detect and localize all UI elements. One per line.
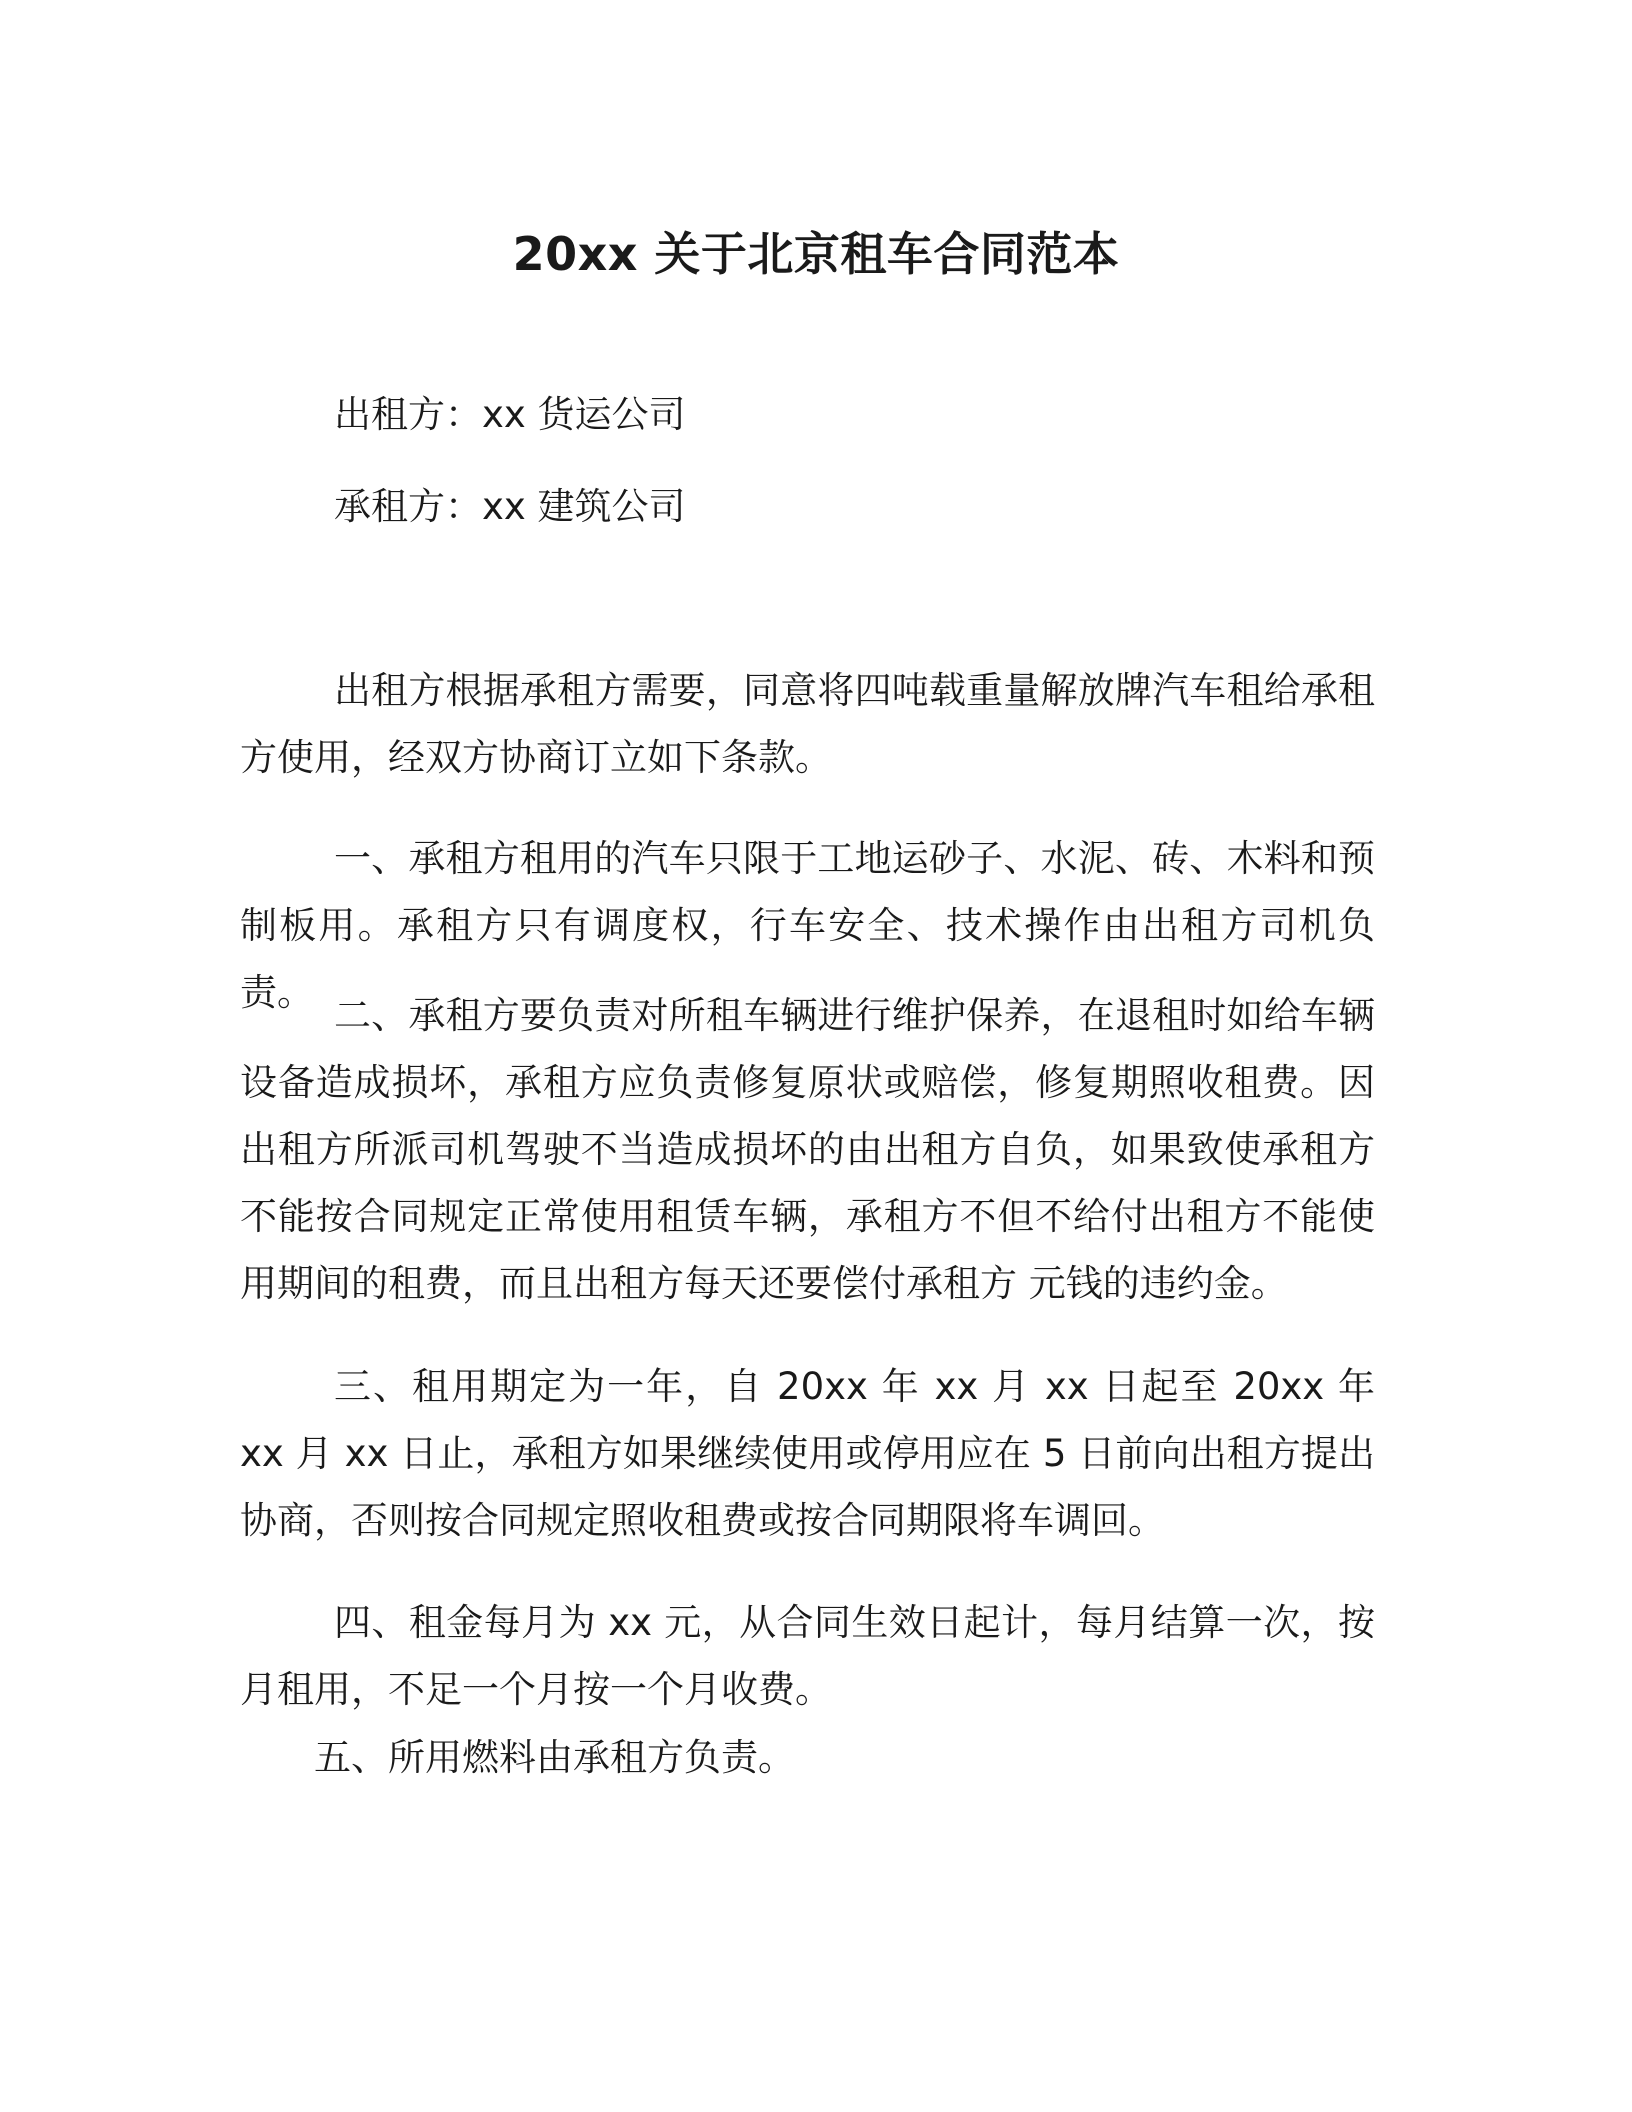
clause-5-paragraph: 五、所用燃料由承租方负责。 <box>314 1736 795 1779</box>
intro-paragraph: 出租方根据承租方需要，同意将四吨载重量解放牌汽车租给承租方使用，经双方协商订立如下条款。 <box>240 669 1375 779</box>
clause-2-paragraph: 二、承租方要负责对所租车辆进行维护保养，在退租时如给车辆设备造成损坏，承租方应负责修复原状或赔偿，修复期照收租费。因出租方所派司机驾驶不当造成损坏的由出租方自负，如果致使承租方不能按合同规定正常使用租赁车辆，承租方不但不给付出租方不能使用期间的租费，而且出租方每天还要偿付承租方 元钱的违约金。 <box>240 994 1375 1305</box>
lessee-line: 承租方：xx 建筑公司 <box>334 485 686 528</box>
lessor-line: 出租方：xx 货运公司 <box>334 393 686 436</box>
clause-4-paragraph: 四、租金每月为 xx 元，从合同生效日起计，每月结算一次，按月租用，不足一个月按一个月收费。 <box>240 1601 1375 1711</box>
document-title: 20xx 关于北京租车合同范本 <box>512 227 1120 281</box>
clause-3-paragraph: 三、租用期定为一年，自 20xx 年 xx 月 xx 日起至 20xx 年 xx 月 xx 日止，承租方如果继续使用或停用应在 5 日前向出租方提出协商，否则按合同规定照收租费或按合同期限将车调回。 <box>240 1365 1375 1542</box>
clause-1-paragraph: 一、承租方租用的汽车只限于工地运砂子、水泥、砖、木料和预制板用。承租方只有调度权，行车安全、技术操作由出租方司机负责。 <box>240 837 1375 1014</box>
